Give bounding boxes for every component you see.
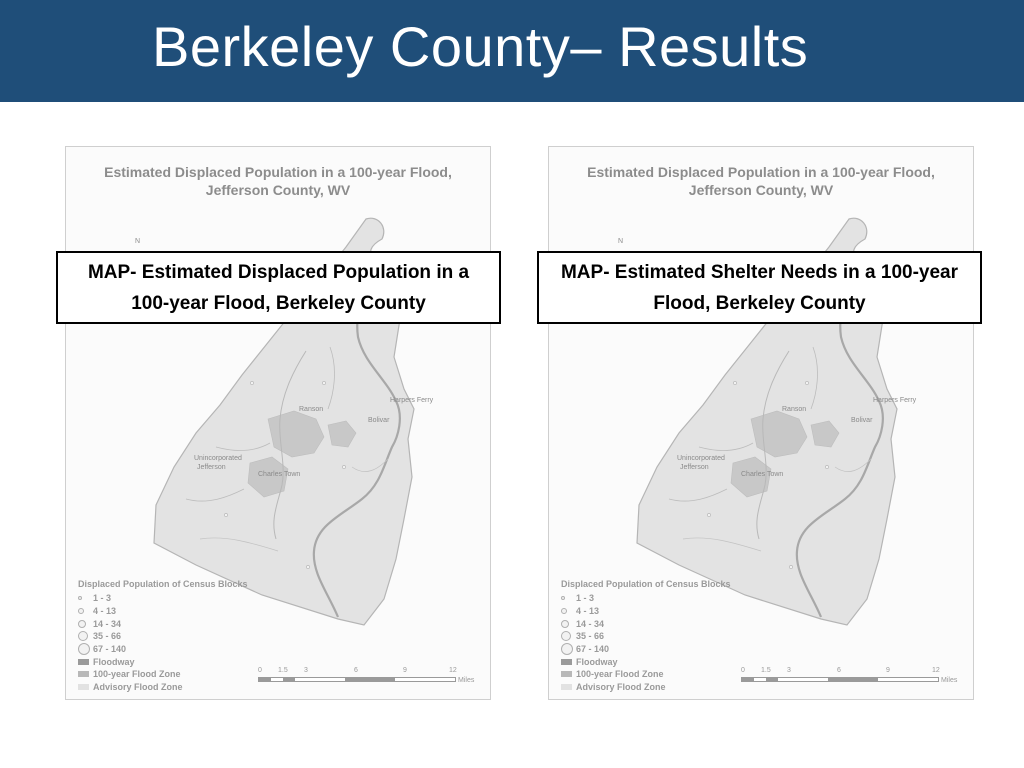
circle-symbol-icon [561,608,567,614]
scale-unit-label: Miles [458,677,475,684]
scale-tick-label: 3 [304,667,308,674]
legend-item: 35 - 66 [78,630,248,643]
scale-bar [258,667,478,689]
scale-tick-label: 1.5 [278,667,288,674]
circle-symbol-icon [561,631,571,641]
scale-tick-label: 6 [354,667,358,674]
scale-tick-label: 0 [258,667,262,674]
map-caption-shelter-needs [537,251,982,324]
scale-tick-label: 0 [741,667,745,674]
place-label-charles-town: Charles Town [258,471,301,478]
map-panel-displaced-population [65,146,491,700]
legend-item: 100-year Flood Zone [78,668,248,681]
map-caption-displaced-population [56,251,501,324]
scale-tick-label: 12 [932,667,940,674]
legend-item: 14 - 34 [561,617,731,630]
place-label-ranson: Ranson [782,406,807,413]
place-label-harpers-ferry: Harpers Ferry [873,397,917,404]
census-block-marker [250,381,253,384]
census-block-marker [789,565,792,568]
place-label-jefferson: Jefferson [680,464,709,471]
place-label-charles-town: Charles Town [741,471,784,478]
scale-unit-label: Miles [941,677,958,684]
scale-tick-label: 3 [787,667,791,674]
map-title [549,163,973,199]
flood-zone-swatch-icon [561,671,572,677]
slide-title: Berkeley County– Results [152,15,809,78]
census-block-marker [707,513,710,516]
circle-symbol-icon [78,631,88,641]
circle-symbol-icon [78,643,90,655]
place-label-jefferson: Jefferson [197,464,226,471]
map-title [66,163,490,199]
map-legend [78,579,248,694]
legend-item: 4 - 13 [561,605,731,618]
legend-item: Floodway [561,655,731,668]
north-label: N [135,238,141,245]
legend-item: 67 - 140 [561,643,731,656]
legend-title: Displaced Population of Census Blocks [78,579,248,589]
legend-item: 100-year Flood Zone [561,668,731,681]
legend-item: 14 - 34 [78,617,248,630]
census-block-marker [805,381,808,384]
circle-symbol-icon [78,608,84,614]
advisory-zone-swatch-icon [561,684,572,690]
legend-item: 1 - 3 [78,592,248,605]
map-title-line2: Jefferson County, WV [688,182,834,198]
floodway-swatch-icon [561,659,572,665]
legend-item: 35 - 66 [561,630,731,643]
scale-tick-label: 9 [403,667,407,674]
scale-bar [741,667,961,689]
callout-text: MAP- Estimated Shelter Needs in a 100-year Flood, Berkeley County [560,261,959,314]
scale-tick-label: 1.5 [761,667,771,674]
map-title-line2: Jefferson County, WV [205,182,351,198]
census-block-marker [306,565,309,568]
circle-symbol-icon [561,643,573,655]
circle-symbol-icon [561,596,565,600]
census-block-marker [342,465,345,468]
legend-item: 4 - 13 [78,605,248,618]
scale-tick-label: 6 [837,667,841,674]
map-panel-shelter-needs [548,146,974,700]
place-label-bolivar: Bolivar [368,417,390,424]
title-bar [0,0,1024,102]
place-label-unincorporated: Unincorporated [677,455,725,462]
advisory-zone-swatch-icon [78,684,89,690]
census-block-marker [825,465,828,468]
census-block-marker [322,381,325,384]
circle-symbol-icon [78,620,86,628]
legend-item: Floodway [78,655,248,668]
legend-item: 1 - 3 [561,592,731,605]
map-legend [561,579,731,694]
place-label-bolivar: Bolivar [851,417,873,424]
scale-tick-label: 12 [449,667,457,674]
map-title-line1: Estimated Displaced Population in a 100-year Flood, [587,164,935,180]
legend-item: Advisory Flood Zone [78,681,248,694]
legend-title: Displaced Population of Census Blocks [561,579,731,589]
place-label-unincorporated: Unincorporated [194,455,242,462]
circle-symbol-icon [78,596,82,600]
legend-item: Advisory Flood Zone [561,681,731,694]
circle-symbol-icon [561,620,569,628]
north-label: N [618,238,624,245]
floodway-swatch-icon [78,659,89,665]
scale-tick-label: 9 [886,667,890,674]
place-label-harpers-ferry: Harpers Ferry [390,397,434,404]
census-block-marker [224,513,227,516]
callout-text: MAP- Estimated Displaced Population in a 100-year Flood, Berkeley County [87,261,470,314]
census-block-marker [733,381,736,384]
flood-zone-swatch-icon [78,671,89,677]
map-title-line1: Estimated Displaced Population in a 100-year Flood, [104,164,452,180]
legend-item: 67 - 140 [78,643,248,656]
place-label-ranson: Ranson [299,406,324,413]
